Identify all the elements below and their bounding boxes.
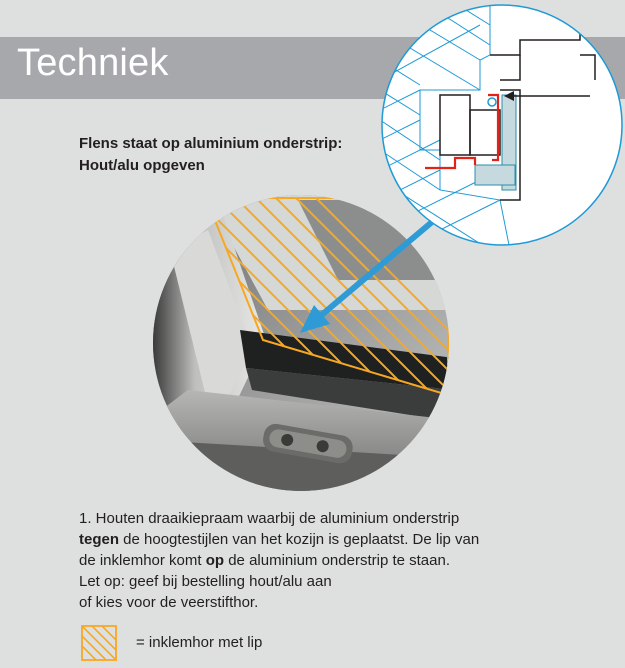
description-line-3-post: de aluminium onderstrip te staan. <box>224 552 450 569</box>
description-bold-tegen: tegen <box>79 531 120 548</box>
technical-detail-drawing <box>380 0 625 250</box>
description-line-5: of kies voor de veerstifthor. <box>79 594 259 611</box>
caption-line-1: Flens staat op aluminium onderstrip: <box>79 135 343 152</box>
description-line-3 <box>79 550 549 571</box>
description-bold-op: op <box>205 552 225 569</box>
description <box>79 508 549 613</box>
description-line-4: Let op: geef bij bestelling hout/alu aan <box>79 573 332 590</box>
page-title: Techniek <box>17 42 169 84</box>
description-line-2-text: de hoogtestijlen van het kozijn is geplaatst. De lip van <box>119 531 480 548</box>
description-line-1: 1. Houten draaikiepraam waarbij de aluminium onderstrip <box>79 510 460 527</box>
description-line-2 <box>79 529 549 550</box>
hatch-legend-swatch <box>81 625 117 661</box>
description-line-3-pre: de inklemhor komt <box>79 552 206 569</box>
caption-line-2: Hout/alu opgeven <box>79 157 205 174</box>
caption <box>79 133 399 177</box>
legend-label: = inklemhor met lip <box>136 634 263 651</box>
